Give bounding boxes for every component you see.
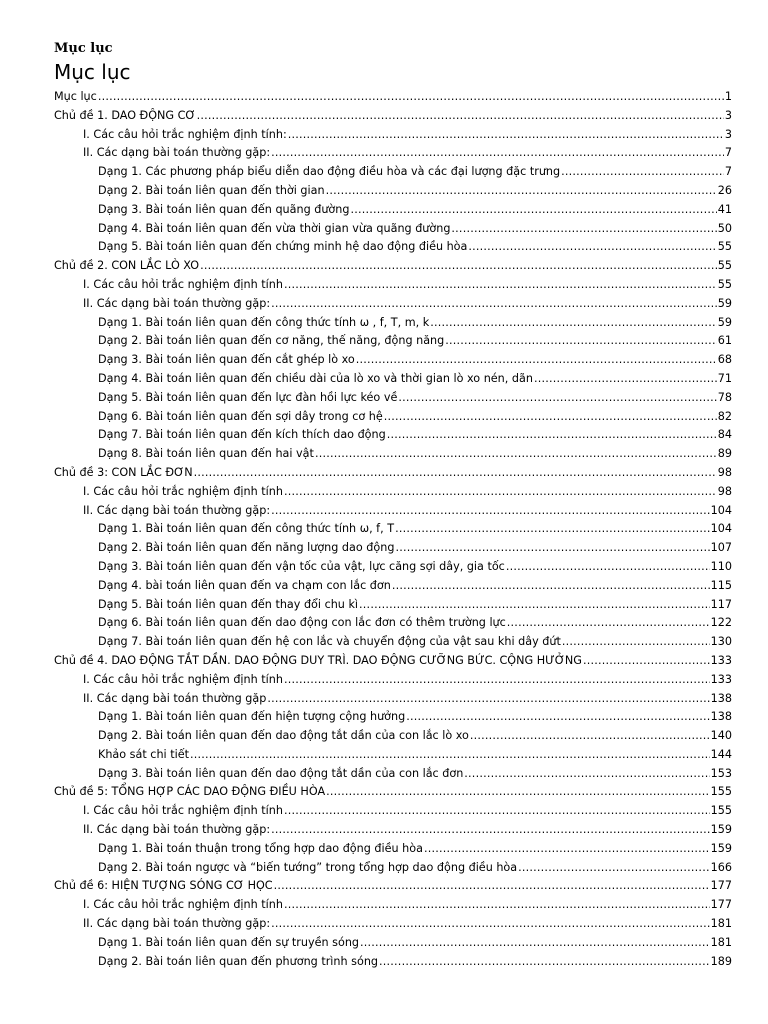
toc-entry-page-number[interactable]: 55 (717, 259, 732, 273)
toc-entry-label[interactable]: Dạng 2. Bài toán liên quan đến dao động tắt dần của con lắc lò xo (98, 729, 469, 743)
toc-entry[interactable] (54, 802, 732, 821)
toc-leader-dots (379, 953, 710, 972)
toc-entry-label[interactable]: I. Các câu hỏi trắc nghiệm định tính (83, 898, 283, 912)
toc-leader-dots (284, 671, 710, 690)
toc-entry[interactable] (54, 332, 732, 351)
toc-entry[interactable] (54, 126, 732, 145)
toc-entry-label[interactable]: Dạng 5. Bài toán liên quan đến thay đổi chu kì (98, 597, 359, 611)
toc-entry-page-number[interactable]: 7 (724, 146, 732, 160)
toc-entry-page-number[interactable]: 155 (710, 804, 732, 818)
toc-entry-label[interactable]: Chủ đề 3: CON LẮC ĐƠN (54, 465, 193, 479)
toc-entry[interactable] (54, 765, 732, 784)
table-of-contents (54, 88, 732, 971)
toc-entry-label[interactable]: Dạng 2. Bài toán liên quan đến năng lượng dao động (98, 541, 395, 555)
toc-leader-dots (430, 314, 717, 333)
toc-entry-page-number[interactable]: 115 (710, 578, 732, 592)
toc-leader-dots (284, 483, 717, 502)
toc-leader-dots (267, 690, 709, 709)
toc-leader-dots (271, 915, 710, 934)
toc-entry-page-number[interactable]: 1 (724, 90, 732, 103)
toc-entry-page-number[interactable]: 130 (710, 635, 732, 649)
toc-entry-label[interactable]: II. Các dạng bài toán thường gặp: (83, 917, 271, 931)
toc-entry-page-number[interactable]: 159 (710, 823, 732, 837)
toc-leader-dots (326, 182, 717, 201)
document-page (54, 40, 732, 971)
toc-entry[interactable] (54, 163, 732, 182)
toc-entry[interactable] (54, 614, 732, 633)
toc-leader-dots (360, 934, 710, 953)
toc-entry-label[interactable]: Dạng 1. Bài toán liên quan đến hiện tượng cộng hưởng (98, 710, 406, 724)
toc-leader-dots (506, 558, 710, 577)
toc-entry[interactable] (54, 690, 732, 709)
toc-entry-label[interactable]: I. Các câu hỏi trắc nghiệm định tính (83, 672, 283, 686)
toc-leader-dots (392, 577, 710, 596)
toc-leader-dots (562, 633, 710, 652)
toc-entry[interactable] (54, 238, 732, 257)
toc-entry[interactable] (54, 577, 732, 596)
toc-entry-page-number[interactable]: 155 (710, 785, 732, 799)
toc-entry[interactable] (54, 107, 732, 126)
toc-entry-label[interactable]: Dạng 5. Bài toán liên quan đến lực đàn hồi lực kéo về (98, 390, 398, 404)
toc-entry-page-number[interactable]: 177 (710, 879, 732, 893)
toc-entry-page-number[interactable]: 181 (710, 917, 732, 931)
toc-leader-dots (398, 389, 716, 408)
toc-leader-dots (468, 238, 716, 257)
toc-entry-page-number[interactable]: 82 (717, 409, 732, 423)
toc-entry-page-number[interactable]: 140 (710, 729, 732, 743)
toc-leader-dots (271, 295, 717, 314)
toc-entry-page-number[interactable]: 177 (710, 898, 732, 912)
toc-entry-label[interactable]: Dạng 1. Bài toán liên quan đến sự truyền sóng (98, 935, 360, 949)
toc-entry[interactable] (54, 915, 732, 934)
toc-entry-label[interactable]: Dạng 3. Bài toán liên quan đến dao động tắt dần của con lắc đơn (98, 766, 464, 780)
toc-entry-page-number[interactable]: 59 (717, 296, 732, 310)
toc-leader-dots (384, 408, 717, 427)
toc-entry-page-number[interactable]: 133 (710, 653, 732, 667)
toc-entry-page-number[interactable]: 122 (710, 616, 732, 630)
toc-entry[interactable] (54, 727, 732, 746)
toc-entry[interactable] (54, 539, 732, 558)
toc-entry-label[interactable]: Dạng 6. Bài toán liên quan đến dao động con lắc đơn có thêm trường lực (98, 616, 506, 630)
toc-entry-label[interactable]: Dạng 8. Bài toán liên quan đến hai vật (98, 447, 314, 461)
toc-entry-page-number[interactable]: 107 (710, 541, 732, 555)
toc-entry-page-number[interactable]: 144 (710, 747, 732, 761)
toc-entry-label[interactable]: Chủ đề 2. CON LẮC LÒ XO (54, 259, 200, 273)
toc-entry-page-number[interactable]: 133 (710, 672, 732, 686)
toc-entry-label[interactable]: II. Các dạng bài toán thường gặp: (83, 823, 271, 837)
toc-entry[interactable] (54, 953, 732, 972)
toc-entry[interactable] (54, 464, 732, 483)
toc-entry-page-number[interactable]: 55 (717, 240, 732, 254)
toc-entry-page-number[interactable]: 71 (717, 371, 732, 385)
toc-entry-label[interactable]: Dạng 4. Bài toán liên quan đến vừa thời gian vừa quãng đường (98, 221, 451, 235)
toc-leader-dots (395, 539, 709, 558)
toc-entry-label[interactable]: Dạng 1. Bài toán thuận trong tổng hợp dao động điều hòa (98, 841, 423, 855)
toc-leader-dots (284, 276, 717, 295)
toc-entry[interactable] (54, 596, 732, 615)
toc-leader-dots (271, 502, 710, 521)
toc-entry[interactable] (54, 783, 732, 802)
toc-leader-dots (445, 332, 717, 351)
toc-entry[interactable] (54, 877, 732, 896)
toc-entry-page-number[interactable]: 166 (710, 860, 732, 874)
toc-entry-label[interactable]: Dạng 4. Bài toán liên quan đến chiều dài của lò xo và thời gian lò xo nén, dãn (98, 371, 533, 385)
toc-entry-label[interactable]: II. Các dạng bài toán thường gặp (83, 691, 267, 705)
toc-leader-dots (350, 201, 716, 220)
toc-entry[interactable] (54, 182, 732, 201)
toc-leader-dots (284, 896, 710, 915)
toc-entry-page-number[interactable]: 110 (710, 559, 732, 573)
toc-entry-label[interactable]: Dạng 1. Bài toán liên quan đến công thức tính ω, f, T (98, 522, 395, 536)
toc-entry[interactable] (54, 445, 732, 464)
toc-entry-label[interactable]: I. Các câu hỏi trắc nghiệm định tính (83, 277, 283, 291)
toc-entry[interactable] (54, 370, 732, 389)
toc-entry[interactable] (54, 746, 732, 765)
toc-entry-page-number[interactable]: 41 (717, 202, 732, 216)
toc-leader-dots (451, 220, 716, 239)
toc-entry-label[interactable]: Chủ đề 4. DAO ĐỘNG TẮT DẦN. DAO ĐỘNG DUY TRÌ. DAO ĐỘNG CƯỠNG BỨC. CỘNG HƯỞNG (54, 653, 582, 667)
toc-entry-label[interactable]: Dạng 3. Bài toán liên quan đến quãng đường (98, 202, 350, 216)
toc-entry-page-number[interactable]: 189 (710, 954, 732, 968)
toc-entry[interactable] (54, 671, 732, 690)
toc-leader-dots (561, 163, 724, 182)
toc-entry[interactable] (54, 408, 732, 427)
toc-entry-page-number[interactable]: 159 (710, 841, 732, 855)
toc-leader-dots (194, 464, 717, 483)
toc-entry[interactable] (54, 314, 732, 333)
toc-leader-dots (197, 107, 724, 126)
toc-entry-label[interactable]: II. Các dạng bài toán thường gặp: (83, 296, 271, 310)
toc-entry-page-number[interactable]: 84 (717, 428, 732, 442)
toc-entry[interactable] (54, 633, 732, 652)
toc-entry[interactable] (54, 483, 732, 502)
toc-entry-page-number[interactable]: 104 (710, 503, 732, 517)
toc-entry[interactable] (54, 220, 732, 239)
toc-entry[interactable] (54, 859, 732, 878)
toc-leader-dots (288, 126, 724, 145)
toc-entry[interactable] (54, 389, 732, 408)
toc-leader-dots (271, 821, 710, 840)
toc-entry-label[interactable]: Chủ đề 1. DAO ĐỘNG CƠ (54, 108, 196, 122)
toc-entry[interactable] (54, 840, 732, 859)
toc-leader-dots (424, 840, 710, 859)
toc-entry-page-number[interactable]: 3 (724, 108, 732, 122)
toc-entry[interactable] (54, 257, 732, 276)
toc-leader-dots (356, 351, 717, 370)
toc-entry-label[interactable]: II. Các dạng bài toán thường gặp: (83, 503, 271, 517)
toc-entry-label[interactable]: Dạng 3. Bài toán liên quan đến vận tốc của vật, lực căng sợi dây, gia tốc (98, 559, 505, 573)
page-heading-small: Mục lục (54, 41, 113, 56)
toc-entry-page-number[interactable]: 78 (717, 390, 732, 404)
toc-entry-label[interactable]: Dạng 6. Bài toán liên quan đến sợi dây trong cơ hệ (98, 409, 383, 423)
toc-entry-page-number[interactable]: 50 (717, 221, 732, 235)
toc-entry[interactable] (54, 821, 732, 840)
toc-entry-label[interactable]: Dạng 4. bài toán liên quan đến va chạm con lắc đơn (98, 578, 391, 592)
toc-leader-dots (534, 370, 717, 389)
toc-entry-page-number[interactable]: 138 (710, 691, 732, 705)
toc-entry[interactable] (54, 276, 732, 295)
toc-entry[interactable] (54, 426, 732, 445)
toc-entry-label[interactable]: Dạng 7. Bài toán liên quan đến kích thích dao động (98, 428, 386, 442)
toc-entry[interactable] (54, 652, 732, 671)
toc-entry-page-number[interactable]: 104 (710, 522, 732, 536)
toc-entry-label[interactable]: Dạng 2. Bài toán liên quan đến phương trình sóng (98, 954, 379, 968)
toc-leader-dots (507, 614, 710, 633)
toc-entry[interactable] (54, 144, 732, 163)
toc-entry-label[interactable]: Mục lục (54, 90, 97, 103)
toc-entry-label[interactable]: Dạng 2. Bài toán ngược và “biến tướng” trong tổng hợp dao động điều hòa (98, 860, 518, 874)
toc-entry-page-number[interactable]: 3 (724, 127, 732, 141)
toc-entry-page-number[interactable]: 98 (717, 484, 732, 498)
toc-leader-dots (583, 652, 710, 671)
toc-entry-label[interactable]: Chủ đề 6: HIỆN TƯỢNG SÓNG CƠ HỌC (54, 879, 273, 893)
toc-leader-dots (98, 88, 724, 107)
toc-leader-dots (190, 746, 710, 765)
toc-entry-page-number[interactable]: 153 (710, 766, 732, 780)
toc-entry-page-number[interactable]: 61 (717, 334, 732, 348)
toc-entry-label[interactable]: Dạng 5. Bài toán liên quan đến chứng minh hệ dao động điều hòa (98, 240, 468, 254)
toc-leader-dots (200, 257, 717, 276)
toc-leader-dots (406, 708, 709, 727)
toc-leader-dots (470, 727, 710, 746)
toc-entry[interactable] (54, 558, 732, 577)
toc-entry-label[interactable]: Dạng 3. Bài toán liên quan đến cắt ghép lò xo (98, 353, 355, 367)
toc-entry-page-number[interactable]: 181 (710, 935, 732, 949)
toc-entry[interactable] (54, 295, 732, 314)
toc-entry-label[interactable]: Chủ đề 5: TỔNG HỢP CÁC DAO ĐỘNG ĐIỀU HÒA (54, 785, 326, 799)
toc-leader-dots (271, 144, 724, 163)
toc-entry[interactable] (54, 896, 732, 915)
toc-entry-label[interactable]: Dạng 1. Bài toán liên quan đến công thức tính ω , f, T, m, k (98, 315, 430, 329)
toc-leader-dots (464, 765, 709, 784)
toc-entry-page-number[interactable]: 138 (710, 710, 732, 724)
toc-entry-page-number[interactable]: 59 (717, 315, 732, 329)
toc-entry[interactable] (54, 351, 732, 370)
toc-entry-label[interactable]: Dạng 2. Bài toán liên quan đến cơ năng, thế năng, động năng (98, 334, 445, 348)
toc-entry-label[interactable]: Dạng 7. Bài toán liên quan đến hệ con lắc và chuyển động của vật sau khi dây đứt (98, 635, 561, 649)
toc-entry-page-number[interactable]: 55 (717, 277, 732, 291)
page-title: Mục lục (54, 60, 131, 84)
toc-leader-dots (274, 877, 710, 896)
toc-leader-dots (315, 445, 717, 464)
toc-entry[interactable] (54, 934, 732, 953)
toc-entry[interactable] (54, 88, 732, 107)
toc-entry-label[interactable]: Dạng 1. Các phương pháp biểu diễn dao động điều hòa và các đại lượng đặc trưng (98, 165, 561, 179)
toc-entry[interactable] (54, 502, 732, 521)
toc-entry-page-number[interactable]: 68 (717, 353, 732, 367)
toc-entry-page-number[interactable]: 98 (717, 465, 732, 479)
toc-leader-dots (359, 596, 710, 615)
toc-entry-page-number[interactable]: 117 (710, 597, 732, 611)
toc-entry[interactable] (54, 708, 732, 727)
toc-entry-page-number[interactable]: 7 (724, 165, 732, 179)
toc-entry-label[interactable]: Dạng 2. Bài toán liên quan đến thời gian (98, 183, 325, 197)
toc-entry-label[interactable]: I. Các câu hỏi trắc nghiệm định tính (83, 484, 283, 498)
toc-leader-dots (284, 802, 710, 821)
toc-leader-dots (387, 426, 717, 445)
toc-entry[interactable] (54, 520, 732, 539)
toc-leader-dots (518, 859, 710, 878)
toc-leader-dots (326, 783, 710, 802)
toc-entry-label[interactable]: I. Các câu hỏi trắc nghiệm định tính (83, 804, 283, 818)
toc-entry-label[interactable]: Khảo sát chi tiết (98, 747, 189, 761)
toc-entry-label[interactable]: II. Các dạng bài toán thường gặp: (83, 146, 271, 160)
toc-entry-page-number[interactable]: 26 (717, 183, 732, 197)
toc-entry-page-number[interactable]: 89 (717, 447, 732, 461)
toc-entry-label[interactable]: I. Các câu hỏi trắc nghiệm định tính: (83, 127, 287, 141)
toc-entry[interactable] (54, 201, 732, 220)
toc-leader-dots (395, 520, 710, 539)
